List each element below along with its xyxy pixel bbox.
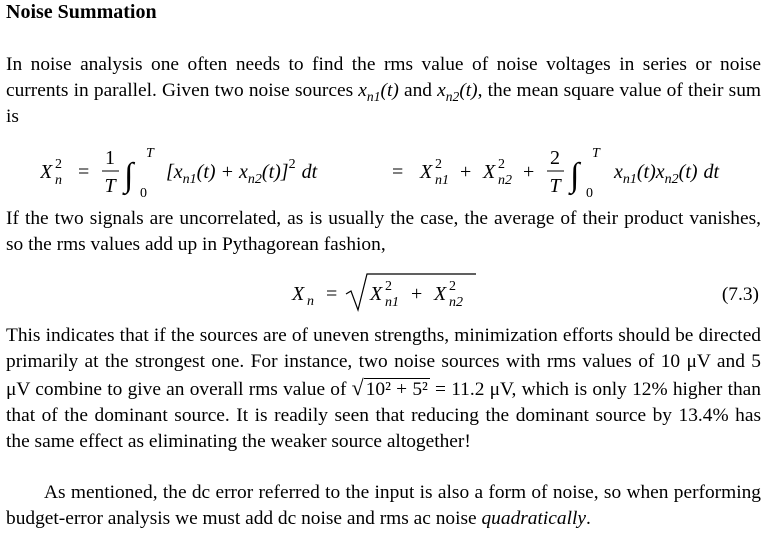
integral-sign-1: ∫ — [124, 157, 134, 194]
eq1-int2-upper: T — [592, 146, 600, 161]
implication-text-1: This indicates that if the sources are of uneven strengths, minimization efforts should be directed primarily at the strongest one. For instance, two noise sources with rms values of 10 μV and 5 μV combine to give an overall rms value of — [6, 325, 761, 400]
eq2-a: X — [370, 283, 383, 305]
eq2-b: X — [434, 283, 447, 305]
eq1-frac1-den: T — [104, 175, 116, 197]
eq1-term-b-sup: 2 — [498, 157, 505, 172]
eq2-a-sup: 2 — [385, 279, 392, 294]
eq2-a-sub: n1 — [385, 295, 399, 310]
intro-and: and — [398, 80, 438, 101]
svg-text:xn1(t)xn2(t)dt — [613, 161, 720, 187]
eq2-lhs: X — [292, 283, 305, 305]
svg-text:[xn1(t) + xn2(t)]2dt — [166, 157, 318, 187]
eq1-dt2: dt — [703, 161, 720, 183]
eq1-integrand-sub1: n1 — [182, 172, 197, 187]
paragraph-implication — [6, 323, 761, 455]
eq1-integrand2-a: x — [614, 161, 623, 183]
eq1-term-b: X — [483, 161, 496, 183]
intro-text-2: , the mean square value of their sum is — [6, 80, 761, 127]
eq2-plus: + — [411, 283, 423, 305]
dc-error-text: As mentioned, the dc error referred to the input is also a form of noise, so when performing budget-error analysis we must add dc noise and rms ac noise — [6, 482, 761, 529]
eq1-lhs-sup: 2 — [55, 157, 62, 172]
eq2-lhs-sub: n — [307, 294, 314, 309]
eq1-integrand2-mid: (t)x — [636, 161, 665, 183]
paragraph-uncorrelated: If the two signals are uncorrelated, as is usually the case, the average of their product vanishes, so the rms values add up in Pythagorean fashion, — [6, 208, 761, 255]
eq1-integrand2-sub2: n2 — [664, 172, 679, 187]
eq1-integrand-a: [x — [166, 161, 183, 183]
eq1-integrand-mid: (t) + x — [196, 161, 248, 183]
integral-sign-2: ∫ — [570, 157, 580, 194]
eq1-integrand-sub2: n2 — [247, 172, 262, 187]
equation-rms-sum — [6, 270, 761, 314]
section-heading: Noise Summation — [6, 1, 157, 23]
eq1-integrand2-end: (t) — [678, 161, 698, 183]
eq2-b-sup: 2 — [449, 279, 456, 294]
eq1-equals-2: = — [392, 161, 404, 183]
eq1-equals: = — [78, 161, 90, 183]
eq1-integrand-end: (t)] — [261, 161, 289, 183]
eq1-int-lower: 0 — [140, 186, 147, 200]
implication-text-2: = 11.2 μV, which is only 12% higher than that of the dominant source. It is readily seen that reducing the dominant source by 13.4% has the same effect as eliminating the weaker source altogether! — [6, 379, 761, 452]
eq1-lhs-sub: n — [55, 173, 62, 188]
eq1-integrand-sup: 2 — [288, 157, 296, 172]
eq1-plus-2: + — [523, 161, 535, 183]
equation-number: (7.3) — [721, 284, 759, 305]
var-xn1: $x_{n1}(t)$ — [358, 80, 399, 104]
eq2-b-sub: n2 — [449, 295, 463, 310]
eq1-term-a-sub: n1 — [435, 173, 449, 188]
eq2-equals: = — [326, 283, 338, 305]
eq1-term-a-sup: 2 — [435, 157, 442, 172]
eq1-frac1-num: 1 — [105, 147, 115, 169]
intro-text-1: In noise analysis one often needs to find the rms value of noise voltages in series or noise currents in parallel. Given two noise sources — [6, 54, 761, 101]
emphasis-quadratically: quadratically — [481, 508, 586, 529]
eq1-frac2-den: T — [549, 175, 561, 197]
inline-sqrt: √ 10² + 5² — [351, 375, 428, 400]
var-xn2: $x_{n2}(t)$ — [437, 80, 478, 104]
paragraph-intro — [6, 52, 761, 130]
equation-mean-square — [40, 142, 740, 200]
eq1-dt: dt — [301, 161, 318, 183]
paragraph-dc-error — [6, 480, 761, 532]
eq1-integrand2-sub1: n1 — [622, 172, 637, 187]
eq1-int2-lower: 0 — [586, 186, 593, 200]
eq1-frac2-num: 2 — [550, 147, 560, 169]
eq1-int-upper: T — [146, 146, 154, 161]
eq1-plus-1: + — [460, 161, 472, 183]
dc-error-end: . — [585, 508, 591, 529]
eq1-term-b-sub: n2 — [498, 173, 512, 188]
eq1-lhs: X — [40, 161, 53, 183]
eq1-term-a: X — [420, 161, 433, 183]
